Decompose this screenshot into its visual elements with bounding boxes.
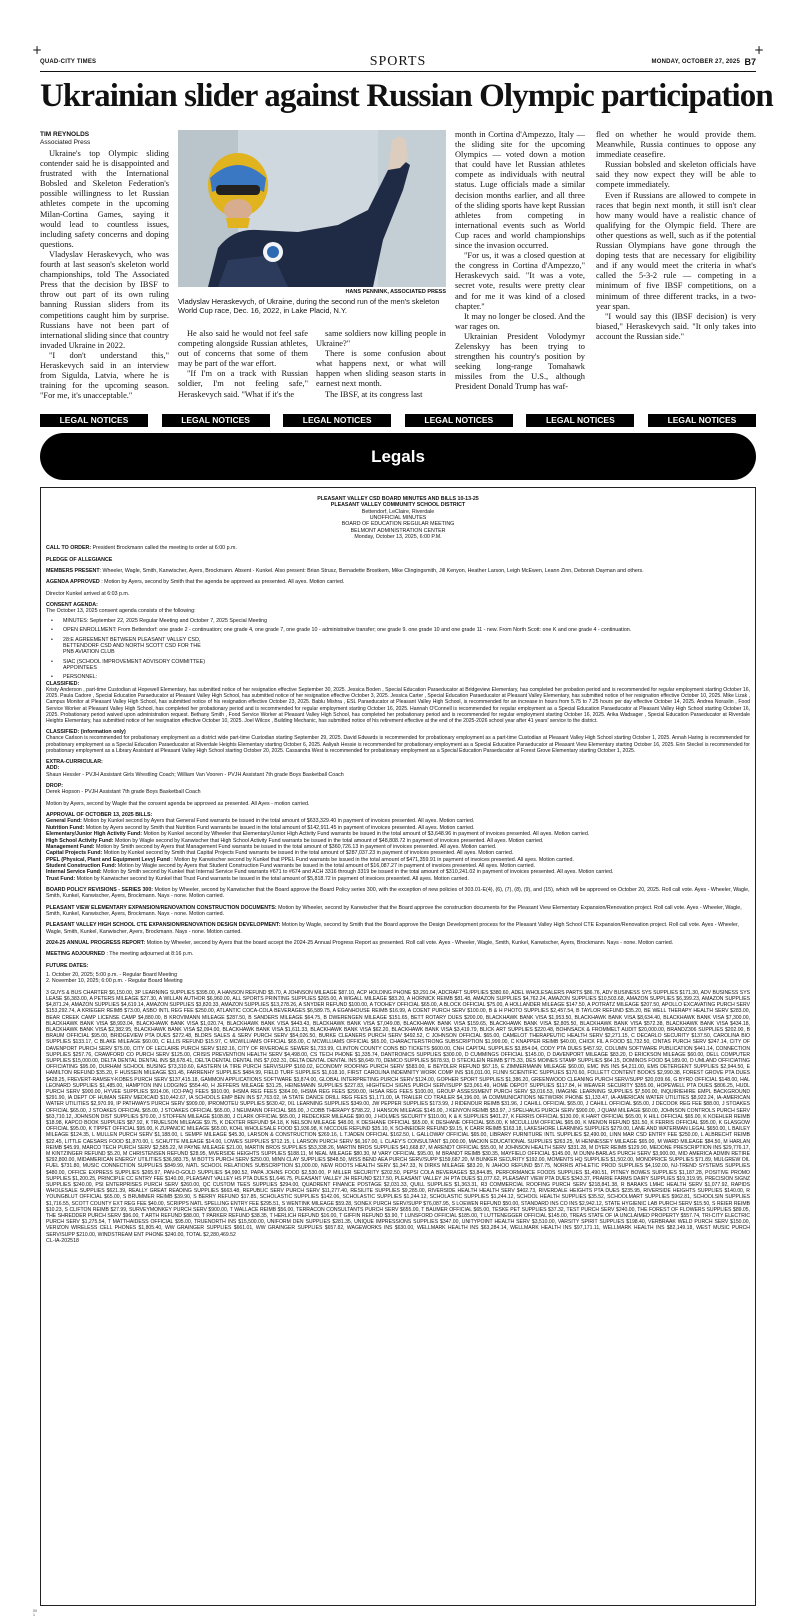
notice-title: PLEASANT VALLEY CSD BOARD MINUTES AND BILLS 10-13-25 xyxy=(317,496,479,502)
legal-notices-tab: LEGAL NOTICES xyxy=(405,414,513,427)
skeleton-athlete-photo xyxy=(178,130,446,287)
pleasant-view-elementary: PLEASANT VIEW ELEMENTARY EXPANSION/RENOVATION CONSTRUCTION DOCUMENTS: Motion by Wheeler, second by Kanwischer that the Board approve the construction documents for the Pleasant View Elementary Expansion/Renovation project. Roll call vote. Ayes - Wheeler, Wagle, Smith, Kunkel, Kanwischer, Ayers, Brockmann. Nays - none. Motion carried. xyxy=(46,904,742,917)
legal-notices-tab: LEGAL NOTICES xyxy=(526,414,634,427)
crop-mark-left: + xyxy=(32,43,43,57)
section-name: SPORTS xyxy=(369,54,427,69)
story-paragraph: It may no longer be closed. And the war rages on. xyxy=(455,311,585,331)
legals-banner: Legals xyxy=(40,433,756,480)
story-paragraph: Russian bobsled and skeleton officials have said they now expect they will be able to compete immediately. xyxy=(596,160,756,190)
consent-items xyxy=(46,618,750,681)
add-text: Shaun Hessler - PVJH Assistant Girls Wrestling Coach; William Van Vooren - PVJH Assistant 7th grade Boys Basketball Coach xyxy=(46,771,344,778)
notice-line: BELMONT ADMINISTRATION CENTER xyxy=(350,527,446,534)
crop-mark-right: + xyxy=(754,43,765,57)
legal-notice-minutes xyxy=(40,487,756,1606)
consent-item: • 28:E AGREEMENT BETWEEN PLEASANT VALLEY CSD, BETTENDORF CSD AND NORTH SCOTT CSD FOR THE PNB AVIATION CLUB xyxy=(46,637,750,656)
bill-line: Student Construction Fund: Motion by Wagle second by Ayers that Student Construction Fund warrants be issued in the total amount of $16,087.27 in payment of invoices presented. All ayes. Motion carried. xyxy=(46,862,536,869)
consent-item: • SIAC (SCHOOL IMPROVEMENT ADVISORY COMMITTEE) APPOINTEES xyxy=(46,659,750,672)
story-paragraph: "I don't understand this," Heraskevych said in an interview from Sigulda, Latvia, where he is training for the upcoming season. "For me, it's unacceptable." xyxy=(40,350,169,401)
future-dates-heading: FUTURE DATES: xyxy=(46,962,89,969)
bills-heading: APPROVAL OF OCTOBER 13, 2025 BILLS: xyxy=(46,812,153,819)
consent-item: • MINUTES: September 22, 2025 Regular Meeting and October 7, 2025 Special Meeting xyxy=(46,618,750,624)
headline: Ukrainian slider against Russian Olympic participation xyxy=(40,78,773,114)
classified-text: Kristy Anderson , part-time Custodian at Hopewell Elementary, has submitted notice of her resignation effective September 30, 2025. Jessica Boden , Special Education Paraeducator at Bridgeview Elementary, has completed her probation period and is recommended for regular employment starting October 16, 2025. Paula Cadore , Special Education Paraeducator at Pleasant Valley High School, has submitted notice of her resignation effective October 3, 2025. Jessica Carter , Special Education Paraeducator at Pleasant Valley Elementary, has submitted notice of her resignation effective October 10, 2025. Mike Lizak , Campus Monitor at Pleasant Valley High School, has submitted notice of his resignation effective October 23, 2025. Bablu Mishra , ESL Paraeducator at Pleasant Valley High School, is recommended for an increase in hours from 5.75 to 7.25 hours per day effective October 14, 2025. Andrea Noraslin , Food Service Worker at Pleasant Valley High School, has completed her probationary period and is recommended for regular employment starting October 16, 2025. Hannah O'Connell is recommended for regular employment as a Special Education Paraeducator at Pleasant Valley High School starting October 16, 2025. Probationary period waived upon administration request. Bethany Smith , Food Service Worker at Pleasant Valley High School, has completed her probationary period and is recommended for regular employment starting October 16, 2025. Arika Wadsager , Special Education Paraeducator at Riverdale Heights Elementary, has submitted notice of her resignation effective October 10, 2025. Joel Wilcox , Building Mechanic, has submitted notice of his retirement effective at the end of the 2025-2026 school year after 41 years' service to the district. xyxy=(46,686,750,724)
classified-info-text: Chance Carlson is recommended for probationary employment as a district wide part-time Custodian starting September 29, 2025. David Edwards is recommended for probationary employment as a part-time Custodian at Pleasant Valley High School starting October 1, 2025. Annah Haring is recommended for probationary employment as a Special Education Paraeducator at Riverdale Heights Elementary starting October 6, 2025. Aaliyah Hessie is recommended for probationary employment as a Special Education Paraeducator at Pleasant View Elementary starting October 16, 2025. Erin Steckel is recommended for probationary employment as a Library Assistant at Pleasant Valley High School starting October 20, 2025. Cassandra West is recommended for probationary employment as a Special Education Paraeducator at Forest Grove Elementary starting October 1, 2025. xyxy=(46,735,750,754)
legal-notices-tab: LEGAL NOTICES xyxy=(648,414,756,427)
paper-name: QUAD-CITY TIMES xyxy=(40,59,97,65)
story-paragraph: "For us, it was a closed question at the congress in Cortina d'Ampezzo," Heraskevych said. "It was a vote, secret vote, results were pretty clear and for me it was kind of a closed chapter." xyxy=(455,251,585,311)
story-paragraph: The IBSF, at its congress last xyxy=(325,389,423,399)
story-paragraph: "I would say this (IBSF decision) is very biased," Heraskevych said. "It only takes into account the Russian side." xyxy=(596,311,756,341)
annual-progress-report: 2024-25 ANNUAL PROGRESS REPORT: Motion by Wheeler, second by Ayers that the board accept the 2024-25 Annual Progress Report as presented. Roll call vote. Ayes - Wheeler, Wagle, Smith, Kunkel, Kanwischer, Ayers, Brockmann. Nays - none. Motion carried. xyxy=(46,939,674,946)
classified-info-heading: CLASSIFIED: (information only) xyxy=(46,729,126,736)
notice-subtitle: Bettendorf, LeClaire, Riverdale xyxy=(361,508,435,515)
legal-notices-tab: LEGAL NOTICES xyxy=(162,414,270,427)
bill-line: PPEL (Physical, Plant and Equipment Levy) Fund : Motion by Kanwischer second by Kunkel that PPEL Fund warrants be issued in the total amount of $471,359.91 in payment of invoices presented. All ayes. Motion carried. xyxy=(46,856,574,863)
legal-notices-tabs xyxy=(40,414,756,427)
byline-name: TIM REYNOLDS xyxy=(40,131,90,138)
legal-notices-tab: LEGAL NOTICES xyxy=(40,414,148,427)
consent-item: • OPEN ENROLLMENT: From Bettendorf: one grade 2 - continuation; one grade 4, one grade 7, one grade 10 - administrative transfer; one grade 9. one grade 10 and one grade 11 - new. From North Scott: one K and one grade 4 - continuation. xyxy=(46,627,750,633)
pvhs-cte: PLEASANT VALLEY HIGH SCHOOL CTE EXPANSION/RENOVATION DESIGN DEVELOPMENT: Motion by Wagle, second by Smith that the Board approve the Design Development process for the Pleasant Valley High School CTE Expansion/Renovation project. Roll call vote. Ayes - Wheeler, Wagle, Smith, Kunkel, Kanwischer, Ayers, Brockmann. Nays - none. Motion carried. xyxy=(46,922,739,935)
classified-heading: CLASSIFIED: xyxy=(46,680,80,687)
photo-caption: Vladyslav Heraskevych, of Ukraine, during the second run of the men's skeleton World Cup race, Dec. 16, 2022, in Lake Placid, N.Y. xyxy=(178,297,440,316)
bill-line: Nutrition Fund: Motion by Ayers second by Smith that Nutrition Fund warrants be issued in the total amount of $142,911.45 in payment of invoices presented. All ayes. Motion carried. xyxy=(46,824,475,831)
notice-id: CL-IA-202518 xyxy=(46,1237,79,1244)
page-footer-code: 00 1 xyxy=(33,1609,37,1617)
future-date: 1. October 20, 2025; 5:00 p.m. - Regular Board Meeting xyxy=(46,972,178,979)
story-paragraph: "If I'm on a track with Russian soldier, I'm not feeling safe," Heraskevych said. "What if it's the xyxy=(178,369,308,399)
story-paragraph: same soldiers now killing people in Ukraine?" xyxy=(316,329,446,349)
call-to-order: CALL TO ORDER: President Brockmann called the meeting to order at 6:00 p.m. xyxy=(46,545,237,552)
bill-line: High School Activity Fund: Motion by Wagle second by Kanwischer that High School Activity Fund warrants be issued in the total amount of $48,808.72 in payment of invoices presented. All ayes. Motion carried. xyxy=(46,837,544,844)
agenda-approved: AGENDA APPROVED : Motion by Ayers, second by Smith that the agenda be approved as presented. All ayes. Motion carried. xyxy=(46,579,345,586)
photo-credit: HANS PENNINK, ASSOCIATED PRESS xyxy=(345,289,446,295)
page-number: B7 xyxy=(744,57,756,67)
add-heading: ADD: xyxy=(46,765,60,772)
meeting-adjourned: MEETING ADJOURNED : The meeting adjourned at 8:16 p.m. xyxy=(46,951,194,958)
extra-curricular-heading: EXTRA-CURRICULAR: xyxy=(46,759,103,766)
board-policy: BOARD POLICY REVISIONS - SERIES 300: Motion by Wheeler, second by Kanwischer that the Board approve the Board Policy series 300, with the exception of new policies of 303.01-E(4), (6), (7), (8), (9), and (15), which will be approved on October 20, 2025. Roll call vote. Ayes - Wheeler, Wagle, Smith, Kunkel, Kanwischer, Ayers, Brockmann. Nays - none. Motion carried. xyxy=(46,886,750,900)
story-column-3 xyxy=(316,329,446,400)
story-paragraph: Ukrainian President Volodymyr Zelenskyy has been trying to strengthen his country's position by seeking long-range Tomahawk missiles from the U.S., although President Donald Trump has waf- xyxy=(455,331,585,392)
notice-line: UNOFFICIAL MINUTES xyxy=(369,515,427,522)
story-paragraph: There is some confusion about what happens next, or what will happen when sliding season starts in earnest next month. xyxy=(316,349,446,389)
byline-agency: Associated Press xyxy=(40,139,91,146)
story-column-5 xyxy=(596,130,756,342)
story-paragraph: fled on whether he would provide them. Meanwhile, Russia continues to oppose any immediate ceasefire. xyxy=(596,130,756,160)
bill-line: Management Fund: Motion by Smith second by Ayers that Management Fund warrants be issued in the total amount of $360,726.13 in payment of invoices presented. All ayes. Motion carried. xyxy=(46,843,497,850)
story-paragraph: month in Cortina d'Ampezzo, Italy — the sliding site for the upcoming Olympics — voted down a motion that could have let Russian athletes compete as individuals with neutral status. Luge officials made a similar decision months earlier, and all three of the sliding sports have kept Russian athletes from competing in international events such as World Cup races and world championships since the invasion occurred. xyxy=(455,130,585,251)
story-paragraph: Ukraine's top Olympic sliding contender said he is disappointed and frustrated with the International Bobsled and Skeleton Federation's possible willingness to let Russian athletes compete in the upcoming Milan-Cortina Games, saying it would lead to countless issues, including safety concerns and doping questions. xyxy=(40,149,169,249)
legal-notices-tab: LEGAL NOTICES xyxy=(283,414,391,427)
story-column-2 xyxy=(178,329,308,400)
notice-line: Monday, October 13, 2025, 6:00 P.M. xyxy=(354,534,442,541)
page-folio xyxy=(40,54,756,72)
bill-line: Capital Projects Fund: Motion by Kunkel second by Smith that Capital Projects Fund warrants be issued in the total amount of $287,037.23 in payment of invoices presented. All ayes. Motion carried. xyxy=(46,850,514,857)
consent-item: • PERSONNEL: xyxy=(46,674,750,680)
story-paragraph: Even if Russians are allowed to compete in races that begin next month, it still isn't clear how many would have a realistic chance of qualifying for the Olympic field. There are other questions as well, such as if the potential Russian Olympians have gone through the doping tests that are necessary for eligibility and if any would meet the criteria in what's called the 5-3-2 rule — competing in a minimum of five IBSF competitions, on a minimum of three different tracks, in a two-year span. xyxy=(596,190,756,311)
bill-line: Trust Fund: Motion by Kanwischer second by Kunkel that Trust Fund warrants be issued in the total amount of $5,818.72 in payment of invoices presented. All ayes. Motion carried. xyxy=(46,875,469,882)
notice-district: PLEASANT VALLEY COMMUNITY SCHOOL DISTRICT xyxy=(330,502,466,509)
consent-agenda-heading: CONSENT AGENDA: xyxy=(46,602,98,609)
news-photo xyxy=(178,130,446,287)
members-present: MEMBERS PRESENT: Wheeler, Wagle, Smith, Kanwischer, Ayers, Brockmann. Absent - Kunkel. Also present: Brian Strusz, Bernadette Brostkem, Mike Clingingsmith, Jill Kenyon, Heather Larson, Leigh McEwen, Leann Zinn, Deborah Dayman and others. xyxy=(46,568,644,575)
pledge: PLEDGE OF ALLEGIANCE xyxy=(46,556,113,563)
issue-date: MONDAY, OCTOBER 27, 2025 xyxy=(651,59,740,65)
story-column-1 xyxy=(40,149,169,401)
bill-line: Internal Service Fund: Motion by Smith second by Kunkel that Internal Service Fund warrants #671 to #674 and ACH 3316 through 3319 be issued in the total amount of $310,241.02 in payment of invoices presented. All ayes. Motion carried. xyxy=(46,869,614,876)
director-arrived: Director Kunkel arrived at 6:03 p.m. xyxy=(46,590,130,597)
drop-text: Derek Hopson - PVJH Assistant 7th grade Boys Basketball Coach xyxy=(46,789,201,796)
story-paragraph: Vladyslav Heraskevych, who was fourth at last season's skeleton world championships, told The Associated Press that the decision by IBSF to throw out part of its own ruling banning Russian sliders from its competitions caught him by surprise. Russians have not been part of international sliding since that country invaded Ukraine in 2022. xyxy=(40,249,169,350)
story-paragraph: He also said he would not feel safe competing alongside Russian athletes, out of concerns that some of them may be part of the war effort. xyxy=(178,329,308,369)
story-column-4 xyxy=(455,130,585,392)
consent-motion: Motion by Ayers, second by Wagle that the consent agenda be approved as presented. All Ayes - motion carried. xyxy=(46,800,310,807)
future-date: 2. November 10, 2025; 6:00 p.m. - Regular Board Meeting xyxy=(46,978,183,985)
notice-line: BOARD OF EDUCATION REGULAR MEETING xyxy=(341,521,455,528)
bill-line: Elementary/Junior High Activity Fund: Motion by Kunkel second by Wheeler that Elementary/Junior High Activity Fund warrants be issued in the total amount of $3,648.96 in payment of invoices presented. All ayes. Motion carried. xyxy=(46,831,590,838)
byline xyxy=(40,131,90,147)
drop-heading: DROP: xyxy=(46,783,64,790)
consent-intro: The October 13, 2025 consent agenda consists of the following: xyxy=(46,608,196,615)
bill-line: General Fund: Motion by Kunkel second by Ayers that General Fund warrants be issued in the total amount of $633,329.40 in payment of invoices presented. All ayes. Motion carried. xyxy=(46,818,475,825)
bills-list: 3 GUYS & BUS CHARTER $6,150.00, 3P LEARNING SUPPLIES $395.00, A HANSON REFUND $5.70, A JOHNSON MILEAGE $87.10, ACP HOLDING PHONE $3,291.04, ADCRAFT SUPPLIES $380.60, ADEL WHOLESALERS PARTS $86.76, ADV BUSINESS SYS SUPPLIES $171.30, ADV BUSINESS SYS LEASE $6,383.00, A PETERS MILEAGE $27.30, A WILLAN AUTHOR $6,960.00, ALL SPORTS PRINTING SUPPLIES $265.00, A WIGALL MILEAGE $83.20, A HORNICK REIMB $81.48, AMAZON SUPPLIES $4,762.24, AMAZON SUPPLIES $10,503.68, AMAZON SUPPLIES $6,399.23, AMAZON SUPPLIES $4,871.24, AMAZON SUPPLIES $4,619.14, AMAZON SUPPLIES $3,820.33, AMAZON SUPPLIES $13,278.26, A SNYDER REFUND $100.00, A TOOHEY OFFICIAL $65.00, A BLOCK OFFICIAL $75.00, A HOLLANDER MILEAGE $147.50, A POTRATZ MILEAGE $207.50, APOLLO EXCAVATING PURCH SERV $153,292.74, A KRIEGER REIMB $73.00, ASBO INTL REG FEE $250.00, ATLANTIC COCA-COLA BEVERAGES $6,589.75, A EGANHOUSE REIMB $16.99, A COENT PURCH SERV $100.00, B & H PHOTO SUPPLIES $2,457.54, B TAYLOR REFUND $35.20, BE WELL THERAPY HEALTH SERV $283.00, BEAR CREEK CAMP LICENSE CAMP $4,880.00, B KROVIMANN MILEAGE $287.50, B SANDERS MILEAGE $64.75, B DWERENGEN MILEAGE $151.65, BETT ROTARY DUES $200.00, BLACKHAWK BANK VISA $1,953.50, BLACKHAWK BANK VISA $8,634.40, BLACKHAWK BANK VISA $7,300.00, BLACKHAWK BANK VISA $8,993.04, BLACKHAWK BANK VISA $1,020.74, BLACKHAWK BANK VISA $443.43, BLACKHAWK BANK VISA $7,049.08, BLACKHAWK BANK VISA $159.65, BLACKHAWK BANK VISA $2,805.50, BLACKHAWK BANK VISA $572.38, BLACKHAWK BANK VISA $434.18, BLACKHAWK BANK VISA $2,382.95, BLACKHAWK BANK VISA $2,094.00, BLACKHAWK BANK VISA $1,611.33, BLACKHAWK BANK VISA $62.20, BLACKHAWK BANK VISA $3,419.79, BLICK ART SUPPLIES $220.48, BOHNSACK & FROMMELT AUDIT $20,000.00, BRANDZ306 SUPPLIES $202.00, B BRAUM OFFICIAL $95.00, BRIDGEVIEW PTA DUES $272.48, BLDRS SALES & SERV PURCH SERV $54,026.50, BURKE CLEANERS PURCH SERV $492.52, C JOHNSON OFFICIAL $65.00, CAMELOT THERAPEUTIC HEALTH SERV $2,271.15, C DECARLO SECURITY $137.50, CAROLINA BIO SUPPLIES $133.17, C BLAKE MILEAGE $60.00, C ELLIS REFUND $15.97, C MCWILLIAMS OFFICIAL $65.00, C MCWILLIAMS OFFICIAL $65.00, CHARACTERSTRONG SUBSCRIPTION $1,999.00, C KNAPPER REIMB $40.00, CHICK FIL A FOOD $1,732.50, CINTAS PURCH SERV $247.14, CITY OF DAVENPORT PURCH SERV $75.00, CITY OF LECLAIRE PURCH SERV $182.16, CITY OF RIVERDALE SEWER $1,733.99, CLINTON COUNTY CONS BD TICKETS $600.00, CNH CAPITAL SUPPLIES $3,854.04, CODY PTA DUES $457.92, COLUMN SOFTWARE PUBLICATION $441.14, CONNECTION SUPPLIES $257.76, CRAWFORD CO PURCH SERV $125.00, CRISIS PREVENTION HEALTH SERV $4,498.00, CS TECH PHONE $1,335.74, DANTRONICS SUPPLIES $300.00, D CUMMINGS OFFICIAL $145.00, D DAVENPORT MILEAGE $83.20, D ERICKSON MILEAGE $60.00, DELL COMPUTER SUPPLIES $15,000.00, DELTA DENTAL DENTAL INS $8,678.41, DELTA DENTAL DENTAL INS $7,032.31, DELTA DENTAL DENTAL INS $8,649.70, DEMCO SUPPLIES $678.93, D STECKLEIN REIMB $775.33, DES MOINES STAMP SUPPLIES $64.15, DOMINOS FOOD $4,189.00, D UMLAND OFFICIATING OFFICIATING $95.00, DURHAM SCHOOL BUSING $73,310.60, EASTERN IA TIRE PURCH SERV/SUPP $160.02, ECONOMY ROOFING PURCH SERV $583.00, E BEYDLER REFUND $67.15, E ZIMMERMANN MILEAGE $60.00, EMC INS INS $4,211.00, EMS DETERGENT SUPPLIES $2,944.50, E HAMILTON REFUND $35.20, F HUSSEIN MILEAGE $31.45, FARRENHY SUPPLIES $484.99, FIELD TURF SUPPLIES $1,618.10, FIRST CAROLINA INDEMNITY WORK COMP INS $16,011.00, FLINN SCIENTIFIC SUPPLIES $170.60, FOLLETT CONTENT BOOKS $2,990.38, FOREST GROVE PTA DUES $428.25, FREVERT-RAMSEY-KOBES PURCH SERV $137,415.18, GAMMON APPLICATIONS SOFTWARE $3,874.00, GLOBAL INTERPRETING PURCH SERV $124.00, GOPHER SPORT SUPPLIES $1,386.20, GREENWOOD CLEANING PURCH SERV/SUPP $20,039.66, G BYRD OFFICIAL $148.00, HAL LEONARD SUPPLIES $1,485.00, HAMPTON INN LODGING $554.40, H JEFFERS MILEAGE $31.25, HEINEMANN SUPPLIES $227.83, HIGHTECH SIGNS PURCH SERV/SUPP $23,061.49, HOME DEPOT SUPPLIES $117.84, H WEAVER SECURITY $355.00, HOPEWELL PTA DUES $806.25, HUDL PURCH SERV $900.00, HYVEE SUPPLIES $914.06, ICO-PAQ FEES $910.00, IHSMA REG FEES $364.00, IHSMA REG FEES $290.00, IHSAA REG FEES $100.00, GROUP ASSESSMENT PURCH SERV $3,016.53, IMAGINE LEARNING SUPPLIES $7,500.00, INQUIRIEHIRE EMPL BACKGROUND $291.90, IA DEPT OF HUMAN SERV MEDICAID $10,442.67, IA SCHOOLS EMP BEN INS $7,763.02, IA STATE DANCE DRILL REG FEES $1,171.00, IA TRAILER CO TRAILER $4,196.00, IA COMMUNICATIONS NETWORK PHONE $1,133.47, IA-AMERICAN WATER UTILITIES $8,922.24, IA-AMERICAN WATER UTILITIES $2,970.99, IP PATHWAYS PURCH SERV $909.00, IPROMOTEU SUPPLIES $630.42, IXL LEARNING SUPPLIES $349.00, JW PEPPER SUPPLIES $173.99, J RIDENOUR REIMB $31.96, J CAHILL OFFICIAL $65.00, J CAHILL OFFICIAL $65.00, J DECOOK REG FEE $88.00, J STOAKES OFFICIAL $65.00, J STOAKES OFFICIAL $65.00, J STOAKES OFFICIAL $65.00, J NEUMANN OFFICIAL $65.00, J COBB THERAPY $798.22, J HANSON MILEAGE $145.00, J KENYON REIMB $53.97, J SPELHAUG PURCH SERV $900.00, J QUAM MILEAGE $60.00, JOHNSON CONTROLS PURCH SERV $63,710.12, JOHNSON DIST SUPPLIES $70.00, J STOFFEN MILEAGE $108.80, J CLARK OFFICIAL $65.00, J REDECKER MILEAGE $90.00, J HOLMES SECURITY $110.00, K & K SUPPLIES $401.27, K FERRIS OFFICIAL $130.00, K HART OFFICIAL $65.00, K HILL OFFICIAL $65.00, K KOEHLER REIMB $18.98, KAPCO BOOK SUPPLIES $87.92, K TRUELSON MILEAGE $9.75, K DEXTER REFUND $4.18, K NELSON MILEAGE $48.00, K DESHANE OFFICIAL $65.00, K DESHANE OFFICIAL $65.00, K MCCULLUM OFFICIAL $65.00, K MENON REFUND $31.50, K FERRIS OFFICIAL $95.00, K GLASGOW OFFICIAL $95.00, K TIPPET OFFICIAL $95.00, K ZUPANCIC MILEAGE $65.00, KOHL WHOLESALE FOOD $1,936.98, K NICCOUE REFUND $35.10, K SCHNEIDER REFUND $9.15, K CARR REIMB $163.18, LAKESHORE LEARNING SUPPLIES $279.00, LANE AND WATERMAN LEGAL $650.00, L BAILEY MILEAGE $124.35, L MULLEN PURCH SERV $1,188.00, L SEMPF MILEAGE $45.30, LARSON & CONSTRUCTION $269.16, L TJADEN OFFICIAL $162.50, L GALLOWAY OFFICIAL $65.00, LIBRARY FURNITURE INTL SUPPLIES $2,490.00, LINN MAR CSD ENTRY FEE $250.00, L ALBRECHT REIMB $22.45, LITTLE CAESARS FOOD $1,870.00, L SCHUTTE MILEAGE $14.00, LOWES SUPPLIES $712.15, L LARSON PURCH SERV $6,167.00, L CLAEY'S CONSULTANT $1,000.00, MACKIN EDUCATIONAL SUPPLIES $263.25, M HENNESSEY MILEAGE $65.00, M WARD MILEAGE $84.50, M HARLAN REIMB $45.99, MARCO TECH PURCH SERV $2,585.22, M PAYNE MILEAGE $21.00, MARTIN BROS SUPPLIES $53,338.26, MARTIN BROS SUPPLIES $41,668.87, M ARENDT OFFICIAL $55.00, M JOHNSON HEALTH SERV $331.28, M DYER REIMB $129.90, MEDONE PRESCRIPTION INS $29,776.17, M KINTZINGER REFUND $5.20, M CHRISTENSEN REFUND $28.95, MVERSIDE HEIGHTS SUPPLIES $188.11, M NEAL MILEAGE $80.30, M VARY OFFICIAL $95.00, M BRANDT REIMB $30.35, MAYFIELD OFFICIAL $145.00, M DUNN-BARLAS PURCH SERV $3,900.00, MID AMERICA ADMIN RETIRE $292,800.00, MIDAMERICAN ENERGY UTILITIES $36,983.75, M BOTTS PURCH SERV $250.00, MINN CLAY SUPPLIES $848.50, MISS BEND AEA PURCH SERV/SUPP $159,687.20, M BUNKER SECURITY $192.00, MOMENTS HQ SUPPLIES $1,502.00, MONOPRICE SUPPLIES $71.89, MULGREW OIL FUEL $731.80, MUSIC CONNECTION SUPPLIES $849.99, NATL SCHOOL RELATIONS SUBSCRIPTION $1,000.00, NEW ROOTS HEALTH SERV $1,347.33, N DIRKS MILEAGE $83.20, N JAHOO REFUND $57.75, NORRIS ATHLETIC PROD SUPPLIES $4,192.00, NJ-TREND SYSTEMS SUPPLIES $480.00, OFFICE EXPRESS SUPPLIES $265.97, PAN-O-GOLD SUPPLIES $4,990.52, PAPA JOHNS FOOD $2,530.00, P MILLER SECURITY $202.50, PEPSI COLA BEVERAGES $3,844.85, PERFORMANCE FOODS SUPPLIES $1,490.51, PITNEY BOWES SUPPLIES $1,187.28, POSITIVE PROMO SUPPLIES $1,200.25, PRINCIPLE CC ENTRY FEE $140.00, PLEASANT VALLEY HS PTA DUES $1,646.75, PLEASANT VALLEY JH REFUND $217.50, PLEASANT VALLEY JH PTA DUES $1,077.62, PLEASANT VIEW PTA DUES $343.37, PRAIRIE FARMS DAIRY SUPPLIES $19,319.95, PRECISION SIGNZ SUPPLIES $240.00, PSI ENTERPRISES PURCH SERV $260.00, QC CUSTOM TEES SUPPLIES $294.00, QUADRENT FINANCE POSTAGE $2,031.33, QUILL SUPPLIES $1,363.31, R3 COMMERCIAL ROOFING PURCH SERV $218,841.38, R BARAKS LMHC HEALTH SERV $1,077.92, RAPIDS WHOLESALE SUPPLIES $621.39, REALLY GREAT READING SUPPLIES $663.48, REPUBLIC SERV PURCH SERV $11,277.40, RESILITE SUPPLIES $9,285.00, RIVERSIDE HEALTH HEALTH SERV $402.73, RIVERDALE HEIGHTS PTA DUES $235.95, RIVERSIDE HEIGHTS SUPPLIES $140.00, R YOUNGBLUT OFFICIAL $65.00, S BRUMMER REIMB $39.90, S BERRY REFUND $17.85, SCHOLASTIC SUPPLIES $142.06, SCHOLASTIC SUPPLIES $1,244.12, SCHOLASTIC SUPPLIES $1,244.12, SCHOOL HEALTH SUPPLIES $35.52, SCHOOLMART SUPPLIES $962.81, SCHOOLSIN SUPPLIES $1,716.55, SCOTT COUNTY EXT REG FEE $40.00, SCRIPPS NATL SPELLING ENTRY FEE $295.51, S WENTINK MILEAGE $59.28, SONEX PURCH SERV/SUPP $76,087.95, S LOEWEN REFUND $50.00, STANDARD INS CO INS $2,942.12, STATE HYGIENIC LAB PURCH SERV $15.50, S REIER REIMB $10.23, S CLIFTON REIMB $27.99, SURVEYMONKEY PURCH SERV $900.00, T WALLACE REIMB $56.00, TERRACON CONSULTANTS PURCH SERV $655.00, T BAUMER OFFICIAL $65.00, TESKE PET SUPPLIES $37.32, TEST PURCH SERV $240.00, THE FOREST OF FLOWERS SUPPLIES $89.05, THE SHREDDER PURCH SERV $96.00, T ARTH REFUND $88.00, T PARKER REFUND $38.35, T HERLICH REFUND $16.00, T GIFFIN REFUND $3.90, T LUNSFORD OFFICIAL $185.00, T LUTTENEGGER OFFICIAL $145.00, TREAS STATE OF IA UNCLAIMED PROPERTY $557.74, TRI-CITY ELECTRIC PURCH SERV $1,275.54, T MATTHAIDESS OFFICIAL $95.00, TRUENORTH INS $15,500.00, UNIFORM DEN SUPPLIES $281.35, UNIQUE IMPRESSIONS SUPPLIES $347.00, UNITYPOINT HEALTH SERV $3,510.00, VARSITY SPIRIT SUPPLIES $198.40, VERBRAAK WELD PURCH SERV $150.00, VERIZON WIRELESS CELL PHONES $1,805.40, WW GRAINGER SUPPLIES $661.01, WW GRAINGER SUPPLIES $657.82, WAGEWORKS INS $630.00, WELLMARK HEALTH INS $63,284.14, WELLMARK HEALTH INS $97,171.11, WELLMARK HEALTH INS $82,149.18, WEST MUSIC PURCH SERV/SUPP $210.00, WINDSTREAM ENT PHONE $240.00, TOTAL $2,280,469.52 xyxy=(46,989,750,1238)
